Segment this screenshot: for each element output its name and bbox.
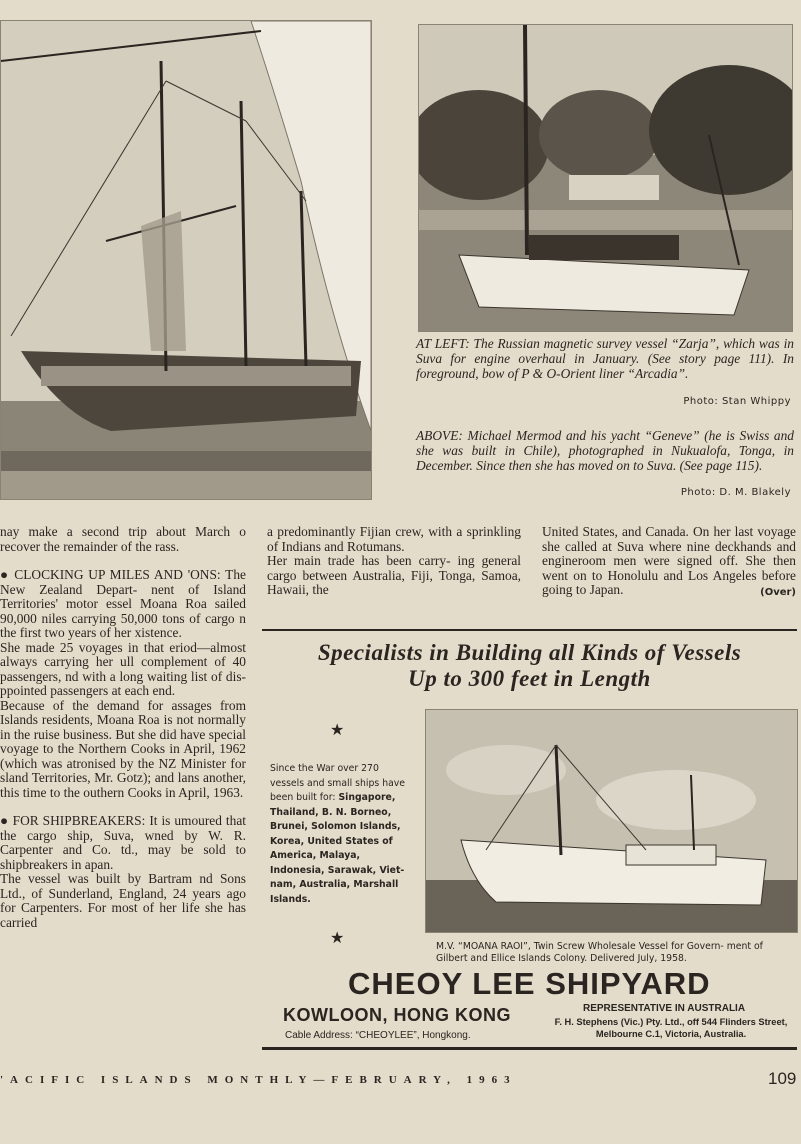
caption-zarja-credit: Photo: Stan Whippy xyxy=(683,396,791,407)
ad-rep-title: REPRESENTATIVE IN AUSTRALIA xyxy=(583,1003,746,1014)
col1-paragraph-3: She made 25 voyages in that eriod—almost always carrying her ull complement of 40 passengers, nd with a long waiting list of dis- ppointed passengers at each end. xyxy=(0,639,246,698)
ad-headline-2: Up to 300 feet in Length xyxy=(408,666,651,691)
ad-rep-text: F. H. Stephens (Vic.) Pty. Ltd., off 544 Flinders Street, Melbourne C.1, Victoria, Australia. xyxy=(554,1017,788,1039)
photo-zarja xyxy=(0,20,372,500)
caption-geneve-text: : Michael Mermod and his yacht “Geneve” (he is Swiss and she was built in Chile), photographed in Nukualofa, Tonga, in December. Since then she has moved on to Suva. (See page 115). xyxy=(416,428,794,473)
col1-paragraph-5 xyxy=(0,814,246,872)
ad-photo-caption: M.V. “MOANA RAOI”, Twin Screw Wholesale Vessel for Govern- ment of Gilbert and Ellice Islands Colony. Delivered July, 1958. xyxy=(436,941,763,964)
col2-paragraph-2: Her main trade has been carry- ing general cargo between Australia, Fiji, Tonga, Samoa, Hawaii, the xyxy=(267,553,521,597)
geneve-yacht-illustration xyxy=(419,25,792,331)
ad-blurb-list: Singapore, Thailand, B. N. Borneo, Brunei, Solomon Islands, Korea, United States of America, Malaya, Indonesia, Sarawak, Viet- nam, Australia, Marshall Islands. xyxy=(270,792,405,905)
caption-geneve-credit: Photo: D. M. Blakely xyxy=(680,487,791,498)
col1-paragraph-1: nay make a second trip about March o recover the remainder of the rass. xyxy=(0,524,246,554)
article-column-3 xyxy=(542,525,796,601)
caption-zarja-text: : The Russian magnetic survey vessel “Zarja”, which was in Suva for engine overhaul in January. (See story page 111). In foreground, bow of P & O-Orient liner “Arcadia”. xyxy=(416,336,795,381)
col3-paragraph-1-text: United States, and Canada. On her last voyage she called at Suva where nine deckhands and engineroom men were signed off. She then went on to Honolulu and Los Angeles before going to Japan. xyxy=(542,524,796,597)
ad-top-rule xyxy=(262,629,797,631)
ad-cable-address: Cable Address: “CHEOYLEE”, Hongkong. xyxy=(285,1030,471,1041)
caption-geneve xyxy=(416,428,794,473)
col3-paragraph-1 xyxy=(542,525,796,598)
moana-raoi-ship-illustration xyxy=(426,710,797,932)
caption-zarja xyxy=(416,336,794,381)
shipbreakers-lead: ● FOR SHIPBREAKERS: xyxy=(0,813,146,828)
caption-zarja-lead: AT LEFT xyxy=(416,336,466,351)
zarja-ship-illustration xyxy=(1,21,371,499)
photo-geneve xyxy=(418,24,793,332)
col2-paragraph-1: a predominantly Fijian crew, with a sprinkling of Indians and Rotumans. xyxy=(267,524,521,554)
ad-company-name: CHEOY LEE SHIPYARD xyxy=(348,966,711,1001)
ad-bottom-rule xyxy=(262,1047,797,1050)
clocking-miles-lead: ● CLOCKING UP MILES AND xyxy=(0,567,183,582)
col1-paragraph-2-text: 'ONS: The New Zealand Depart- nent of Island Territories' motor essel Moana Roa sailed 90,000 niles carrying 50,000 tons of cargo n the first two years of her xistence. xyxy=(0,567,246,640)
over-marker: (Over) xyxy=(760,587,796,598)
star-icon: ★ xyxy=(330,722,345,739)
col1-paragraph-4: Because of the demand for assages from Islands residents, Moana Roa is not normally in the ruise business. But she did have special voyage to the Northern Cooks in April, 1962 (which was atronised by the NZ Minister for sland Territories, Mr. Gotz); and lans another, this time to the outhern Cooks in April, 1963. xyxy=(0,697,246,800)
star-icon: ★ xyxy=(330,930,345,947)
ad-location: KOWLOON, HONG KONG xyxy=(283,1005,511,1025)
article-column-2 xyxy=(267,525,521,598)
ad-headline-1: Specialists in Building all Kinds of Vessels xyxy=(317,640,742,665)
caption-geneve-lead: ABOVE xyxy=(416,428,459,443)
col1-paragraph-2 xyxy=(0,568,246,641)
col1-paragraph-5-text: It is umoured that the cargo ship, Suva, wned by W. R. Carpenter and Co. td., may be sold to shipbreakers in apan. xyxy=(0,813,246,872)
article-column-1 xyxy=(0,525,246,930)
running-title: 'ACIFIC ISLANDS MONTHLY—FEBRUARY, 1963 xyxy=(0,1074,517,1086)
page-number: 109 xyxy=(768,1069,797,1088)
ad-blurb xyxy=(270,762,410,907)
col1-paragraph-6: The vessel was built by Bartram nd Sons Ltd., of Sunderland, England, 24 years ago for Carpenters. For most of her life she has carried xyxy=(0,871,246,930)
photo-moana-raoi xyxy=(425,709,798,933)
ad-blurb-intro: Since the War over 270 vessels and small ships have been built for: xyxy=(270,763,406,803)
